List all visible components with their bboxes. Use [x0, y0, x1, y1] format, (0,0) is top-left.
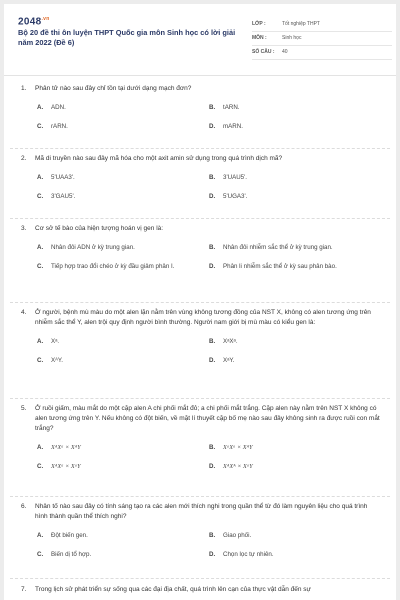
- option-d[interactable]: D. Phân li nhiễm sắc thể ở kỳ sau phân bào.: [209, 262, 337, 270]
- option-d[interactable]: D. 5'UGA3'.: [209, 192, 248, 200]
- divider: [10, 578, 390, 579]
- option-c[interactable]: C. XᴬY.: [37, 356, 63, 364]
- document-page: [4, 4, 396, 600]
- option-c[interactable]: C. Tiếp hợp trao đổi chéo ở kỳ đầu giảm phân I.: [37, 262, 175, 270]
- meta-row-subject: MÔN : Sinh học: [252, 32, 392, 46]
- option-a[interactable]: A. XᴬXᵃ × XᴬY: [37, 443, 81, 451]
- meta-row-count: SỐ CÂU : 40: [252, 46, 392, 60]
- option-b[interactable]: B. XᵃXᵃ × XᴬY: [209, 443, 253, 451]
- document-title: Bộ 20 đề thi ôn luyện THPT Quốc gia môn Sinh học có lời giải năm 2022 (Đề 6): [18, 28, 236, 47]
- option-b[interactable]: B. tARN.: [209, 103, 240, 111]
- divider: [10, 148, 390, 149]
- option-d[interactable]: D. mARN.: [209, 122, 243, 130]
- question-6: 6. Nhân tố nào sau đây có tính sáng tạo ra các alen mới thích nghi trong quần thể từ đó làm nguyên liệu cho quá trình hình thành quần thể thích nghi? A. Đột biến gen. B. Giao phối. C. Biến dị tổ hợp. D. Chọn lọc tự nhiên.: [21, 502, 381, 559]
- option-d[interactable]: D. XᵃY.: [209, 356, 235, 364]
- meta-row-class: LỚP : Tốt nghiệp THPT: [252, 18, 392, 32]
- option-c[interactable]: C. 3'GAU5'.: [37, 192, 76, 200]
- option-d[interactable]: D. Chọn lọc tự nhiên.: [209, 550, 274, 558]
- option-c[interactable]: C. XᴬXᵃ × XᵃY: [37, 462, 81, 470]
- document-header: [4, 4, 396, 76]
- option-d[interactable]: D. XᴬXᴬ × XᵃY: [209, 462, 253, 470]
- document-meta: [252, 18, 392, 60]
- divider: [10, 218, 390, 219]
- question-3: 3. Cơ sở tế bào của hiện tượng hoán vị gen là: A. Nhân đôi ADN ở kỳ trung gian. B. Nhân đôi nhiễm sắc thể ở kỳ trung gian. C. Tiếp hợp trao đổi chéo ở kỳ đầu giảm phân I. D. Phân li nhiễm sắc thể ở kỳ sau phân bào.: [21, 224, 381, 271]
- option-b[interactable]: B. XᵃXᵃ.: [209, 337, 238, 345]
- option-a[interactable]: A. 5'UAA3'.: [37, 173, 75, 181]
- option-b[interactable]: B. Giao phối.: [209, 531, 252, 539]
- question-1: 1. Phân tử nào sau đây chỉ tồn tại dưới dạng mạch đơn? A. ADN. B. tARN. C. rARN. D. mARN.: [21, 84, 381, 131]
- option-a[interactable]: A. ADN.: [37, 103, 66, 111]
- question-7: 7. Trong lịch sử phát triển sự sống qua các đại địa chất, quá trình lên cạn của thực vật dẫn đến sự: [21, 586, 311, 593]
- divider: [10, 398, 390, 399]
- option-c[interactable]: C. Biến dị tổ hợp.: [37, 550, 92, 558]
- question-4: 4. Ở người, bệnh mù màu do một alen lặn nằm trên vùng không tương đồng của NST X, không có alen tương ứng trên nhiễm sắc thể Y, alen trội quy định người bình thường. Người nam giới bị mù màu có kiểu gen là: A. Xᵃ. B. XᵃXᵃ. C. XᴬY. D. XᵃY.: [21, 308, 381, 365]
- divider: [10, 496, 390, 497]
- divider: [10, 302, 390, 303]
- option-a[interactable]: A. Đột biến gen.: [37, 531, 88, 539]
- option-a[interactable]: A. Nhân đôi ADN ở kỳ trung gian.: [37, 243, 135, 251]
- option-c[interactable]: C. rARN.: [37, 122, 68, 130]
- question-5: 5. Ở ruồi giấm, màu mắt do một cặp alen A chi phối mắt đỏ; a chi phối mắt trắng. Cặp alen này nằm trên NST X không có alen tương ứng trên Y. Nếu không có đột biến, về mặt lí thuyết cặp bố mẹ nào sau đây không sinh ra được ruồi con mắt trắng? A. XᴬXᵃ × XᴬY B. XᵃXᵃ × XᴬY C. XᴬXᵃ × XᵃY D. XᴬXᴬ × XᵃY: [21, 405, 380, 470]
- option-b[interactable]: B. 3'UAU5'.: [209, 173, 248, 181]
- option-a[interactable]: A. Xᵃ.: [37, 337, 60, 345]
- site-logo[interactable]: $2048^{.vn}$: [18, 16, 50, 28]
- option-b[interactable]: B. Nhân đôi nhiễm sắc thể ở kỳ trung gian.: [209, 243, 333, 251]
- question-2: 2. Mã di truyền nào sau đây mã hóa cho một axit amin sử dụng trong quá trình dịch mã? A. 5'UAA3'. B. 3'UAU5'. C. 3'GAU5'. D. 5'UGA3'.: [21, 154, 381, 201]
